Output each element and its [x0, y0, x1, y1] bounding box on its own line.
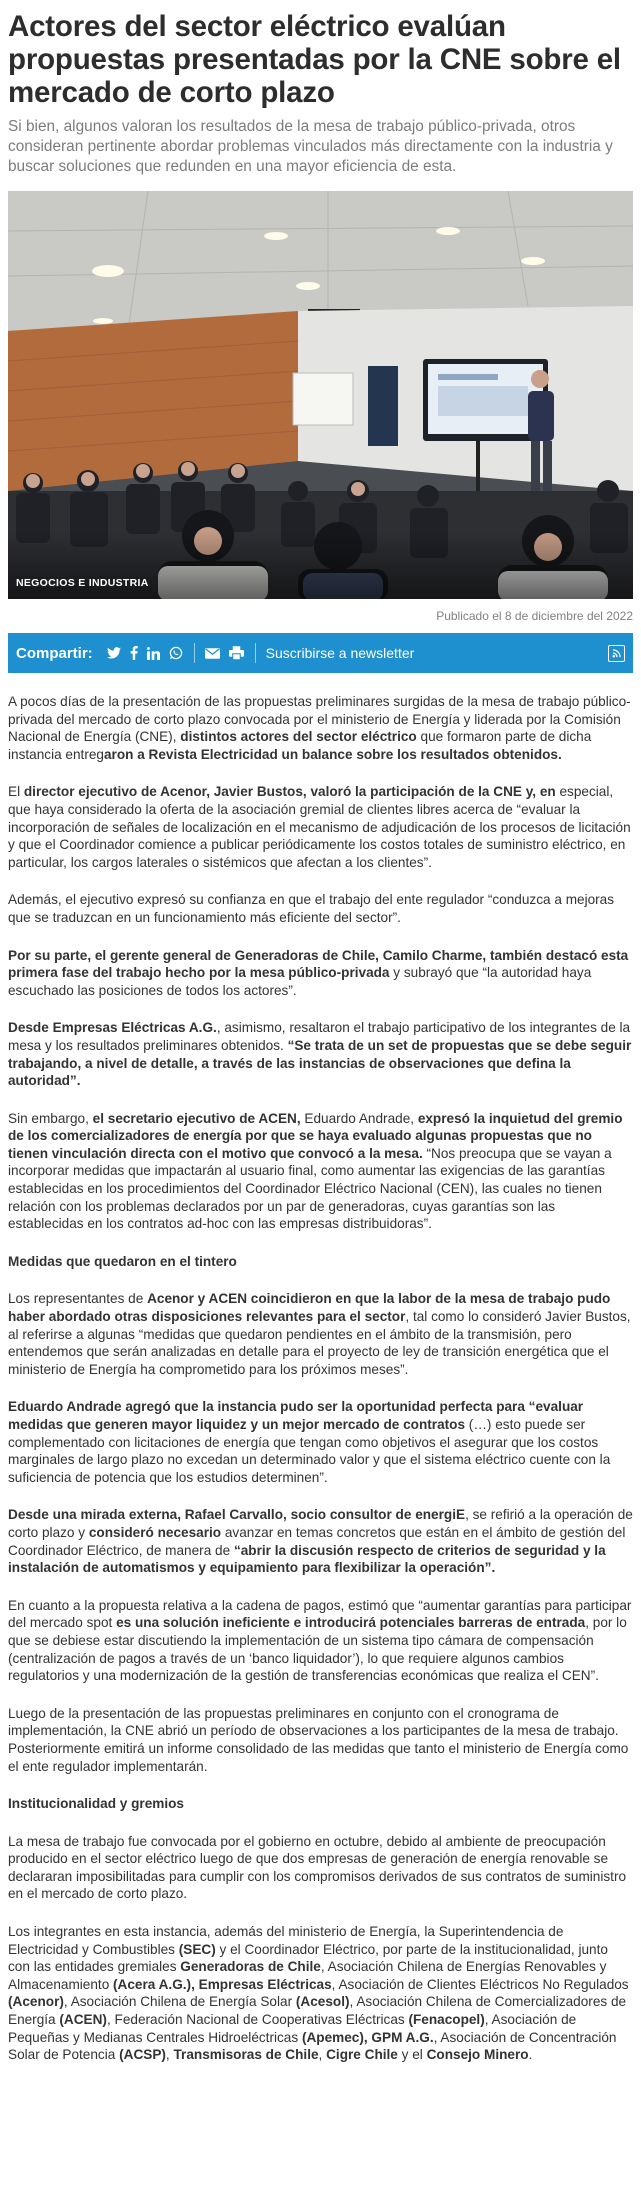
text-run: y el Coordinador Eléctrico, por parte de la institucionalidad, junto con las entidades gremiales	[8, 1941, 608, 1975]
bold-text: distintos actores del sector eléctrico	[180, 729, 417, 745]
paragraph	[8, 891, 633, 926]
text-run: , Asociación Chilena de Energías Renovables y Almacenamiento	[8, 1959, 607, 1992]
bold-text: expresó la inquietud del gremio de los comercializadores de energía por que se haya evaluado algunas propuestas que no tienen vinculación directa con el motivo que convocó a la mesa.	[8, 1110, 623, 1161]
newsletter-link[interactable]: Suscribirse a newsletter	[265, 645, 415, 661]
paragraph	[8, 1110, 633, 1233]
bold-text: (ACSP)	[119, 2047, 166, 2063]
facebook-icon[interactable]	[130, 646, 138, 660]
text-run: y subrayó que “la autoridad haya escuchado las posiciones de todos los actores”.	[8, 965, 592, 998]
text-run: ,	[165, 2047, 174, 2063]
bold-text: Consejo Minero	[426, 2047, 529, 2063]
conference-room-illustration	[8, 191, 633, 599]
publish-date: Publicado el 8 de diciembre del 2022	[436, 609, 633, 623]
text-run: , tal como lo consideró Javier Bustos, al referirse a algunas “medidas que quedaron pendientes en el ámbito de la transmisión, pero entendemos que serán analizadas en detalle para el proyecto de ley de transición energética que el ministerio de Energía ha comprometido para los próximos meses”.	[8, 1309, 631, 1377]
bold-text: Por su parte, el gerente general de Generadoras de Chile, Camilo Charme, también destacó esta primera fase del trabajo hecho por la mesa público-privada	[8, 947, 629, 981]
text-run: y el	[397, 2047, 427, 2063]
text-run: El	[8, 784, 24, 800]
text-run: .	[528, 2047, 533, 2063]
article-title: Actores del sector eléctrico evalúan propuestas presentadas por la CNE sobre el mercado de corto plazo	[8, 10, 621, 109]
share-divider	[255, 643, 256, 663]
share-label: Compartir:	[16, 644, 93, 662]
bold-text: Eduardo Andrade agregó que la instancia pudo ser la oportunidad perfecta para “evaluar medidas que generen mayor liquidez y un mejor mercado de contratos	[8, 1399, 584, 1432]
text-run: que formaron parte de dicha instancia entreg	[8, 729, 592, 762]
bold-text: Desde Empresas Eléctricas A.G.	[8, 1020, 217, 1036]
text-run: , Asociación Chilena de Energía Solar	[63, 1994, 296, 2010]
text-run: , asimismo, resaltaron el trabajo participativo de los integrantes de la mesa y los resultados preliminares obtenidos.	[8, 1020, 631, 1053]
paragraph	[8, 1923, 633, 2064]
bold-text: (Fenacopel)	[408, 2012, 485, 2028]
paragraph	[8, 1506, 633, 1576]
text-run: Eduardo Andrade,	[300, 1110, 418, 1126]
paragraph	[8, 1019, 633, 1089]
bold-text: (Acera A.G.), Empresas Eléctricas	[113, 1976, 332, 1992]
text-run: , por lo que se debiese estar discutiendo la implementación de un sistema tipo cámara de compensación (centralización de pagos a través de un ‘banco liquidador’), lo que requiere algunos cambios regulatorios y una modernización de la gestión de transferencias económicas que realiza el CEN”.	[8, 1615, 627, 1684]
paragraph	[8, 1705, 633, 1775]
rss-icon[interactable]	[608, 645, 625, 662]
share-divider	[194, 643, 195, 663]
bold-text: aron a Revista Electricidad un balance sobre los resultados obtenidos.	[103, 746, 562, 762]
text-run: , Asociación de Clientes Eléctricos No Regulados	[331, 1976, 629, 1992]
text-run: , Asociación Chilena de Comercializadores de Energía	[8, 1994, 627, 2028]
bold-text: (ACEN)	[59, 2012, 107, 2028]
linkedin-icon[interactable]	[147, 647, 160, 660]
text-run: “Nos preocupa que se vayan a incorporar medidas que impactarán al usuario final, como aumentar las exigencias de las garantías establecidas en los procedimientos del Coordinador Eléctrico Nacional (CEN), las cuales no tienen relación con los problemas declarados por un par de generadoras, cuyas garantías son las establecidas en los contratos ad-hoc con las empresas distribuidoras”.	[8, 1145, 612, 1232]
article	[8, 0, 633, 2084]
text-run: ,	[318, 2047, 327, 2063]
bold-text: Generadoras de Chile	[180, 1959, 321, 1975]
text-run: , Asociación de Concentración Solar de Potencia	[8, 2029, 617, 2063]
bold-text: consideró necesario	[88, 1524, 222, 1540]
bold-text: el secretario ejecutivo de ACEN,	[92, 1110, 301, 1126]
text-run: Además, el ejecutivo expresó su confianza en que el trabajo del ente regulador “conduzca a mejoras que se traduzcan en un funcionamiento más eficiente del sector”.	[8, 892, 615, 925]
text-run: , se refirió a la operación de corto plazo y	[8, 1507, 633, 1540]
text-run: especial, que haya considerado la oferta de la asociación gremial de clientes libres acerca de “evaluar la incorporación de señales de localización en el mecanismo de adjudicación de los procesos de licitación y que el Coordinador comience a publicar periódicamente los costos totales de suministro eléctrico, en particular, los cargos laterales o sistémicos que afectan a los clientes”.	[8, 784, 631, 870]
bold-text: Cigre Chile	[326, 2047, 398, 2063]
text-run: , Federación Nacional de Cooperativas Eléctricas	[106, 2012, 409, 2028]
bold-text: (Acesol)	[295, 1994, 350, 2010]
text-run: avanzar en temas concretos que están en el ámbito de gestión del Coordinador Eléctrico, de manera de	[8, 1524, 626, 1558]
bold-text: “Se trata de un set de propuestas que se debe seguir trabajando, a nivel de detalle, a través de las instancias de observaciones que defina la autoridad”.	[8, 1037, 632, 1089]
text-run: (…) esto puede ser complementado con licitaciones de energía que tengan como objetivos el asegurar que los costos marginales de largo plazo no excedan un determinado valor y que el sistema eléctrico cuente con la suficiencia de potencia que los estudios determinen”.	[8, 1417, 611, 1485]
bold-text: Acenor y ACEN coincidieron en que la labor de la mesa de trabajo pudo haber abordado otras disposiciones relevantes para el sector	[8, 1291, 611, 1325]
text-run: A pocos días de la presentación de las propuestas preliminares surgidas de la mesa de trabajo público-privada del mercado de corto plazo convocada por el ministerio de Energía y liderada por la Comisión Nacional de Energía (CNE),	[8, 694, 631, 745]
bold-text: Desde una mirada externa, Rafael Carvallo, socio consultor de energiE	[8, 1507, 466, 1523]
bold-text: (Apemec), GPM A.G.	[301, 2029, 434, 2045]
paragraph	[8, 1833, 633, 1903]
bold-text: (SEC)	[178, 1941, 216, 1957]
text-run: Sin embargo,	[8, 1110, 93, 1126]
text-run: En cuanto a la propuesta relativa a la cadena de pagos, estimó que “aumentar garantías para participar del mercado spot	[8, 1597, 632, 1631]
text-run: Los integrantes en esta instancia, además del ministerio de Energía, la Superintendencia de Electricidad y Combustibles	[8, 1924, 564, 1957]
text-run: Luego de la presentación de las propuestas preliminares en conjunto con el cronograma de implementación, la CNE abrió un período de observaciones a los participantes de la mesa de trabajo. Posteriormente emitirá un informe consolidado de las medidas que tanto el ministerio de Energía como el ente regulador implementarán.	[8, 1705, 629, 1774]
email-icon[interactable]	[205, 648, 220, 659]
paragraph	[8, 1290, 633, 1378]
bold-text: “abrir la discusión respecto de criterios de seguridad y la instalación de automatismos y equipamiento para flexibilizar la operación”.	[8, 1542, 606, 1576]
article-lead: Si bien, algunos valoran los resultados de la mesa de trabajo público-privada, otros consideran pertinente abordar problemas vinculados más directamente con la industria y buscar soluciones que redunden en una mayor eficiencia de esta.	[8, 118, 613, 175]
text-run: Los representantes de	[8, 1291, 148, 1307]
bold-text: Transmisoras de Chile	[173, 2047, 319, 2063]
article-body	[8, 673, 633, 2064]
bold-text: es una solución ineficiente e introducirá potenciales barreras de entrada	[116, 1615, 586, 1631]
paragraph	[8, 947, 633, 1000]
text-run: La mesa de trabajo fue convocada por el gobierno en octubre, debido al ambiente de preocupación producido en el sector eléctrico luego de que dos empresas de generación de energía renovable se declararan imposibilitadas para cumplir con los compromisos derivados de sus contratos de suministro en el mercado de corto plazo.	[8, 1833, 627, 1902]
section-heading: Institucionalidad y gremios	[8, 1796, 184, 1812]
paragraph	[8, 1597, 633, 1685]
whatsapp-icon[interactable]	[169, 646, 183, 660]
twitter-icon[interactable]	[107, 647, 121, 659]
paragraph	[8, 783, 633, 871]
category-tag[interactable]: NEGOCIOS E INDUSTRIA	[16, 577, 149, 589]
bold-text: (Acenor)	[8, 1994, 64, 2010]
hero-photo	[8, 191, 633, 599]
paragraph	[8, 693, 633, 763]
print-icon[interactable]	[229, 646, 244, 660]
bold-text: director ejecutivo de Acenor, Javier Bustos, valoró la participación de la CNE y, en	[23, 784, 556, 800]
paragraph	[8, 1398, 633, 1486]
share-bar	[8, 633, 633, 673]
section-heading: Medidas que quedaron en el tintero	[8, 1253, 237, 1269]
text-run: , Asociación de Pequeñas y Medianas Centrales Hidroeléctricas	[8, 2012, 577, 2045]
